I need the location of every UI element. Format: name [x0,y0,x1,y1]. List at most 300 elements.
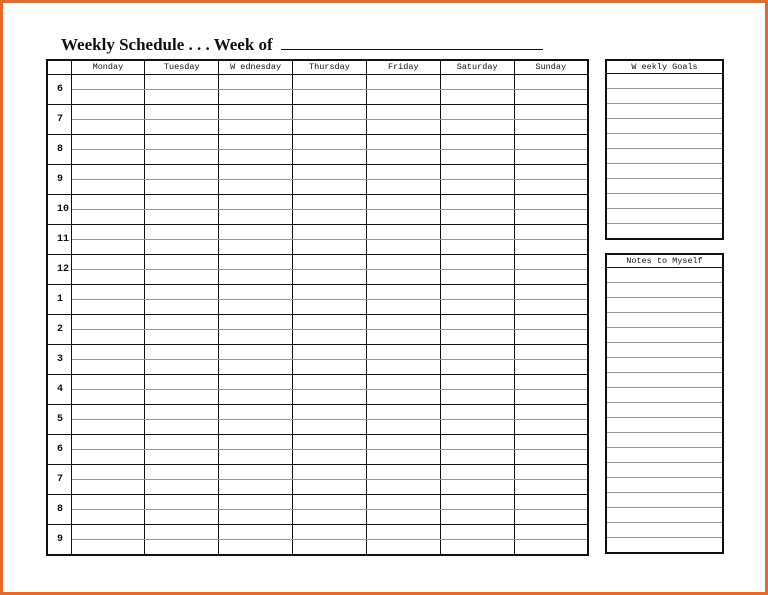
goal-line[interactable] [606,74,723,89]
schedule-slot[interactable] [145,360,219,375]
schedule-slot[interactable] [514,120,588,135]
note-line[interactable] [606,328,723,343]
schedule-slot[interactable] [293,120,367,135]
schedule-slot[interactable] [514,405,588,420]
half-hour-row [47,420,588,435]
schedule-slot[interactable] [440,240,514,255]
note-line[interactable] [606,373,723,388]
schedule-slot[interactable] [71,495,145,510]
schedule-slot[interactable] [514,540,588,556]
schedule-slot[interactable] [440,105,514,120]
schedule-slot[interactable] [145,450,219,465]
schedule-slot[interactable] [145,495,219,510]
schedule-slot[interactable] [71,480,145,495]
schedule-slot[interactable] [514,420,588,435]
schedule-slot[interactable] [514,360,588,375]
hour-row [47,495,588,510]
note-line[interactable] [606,298,723,313]
schedule-slot[interactable] [514,435,588,450]
schedule-slot[interactable] [293,315,367,330]
schedule-slot[interactable] [145,480,219,495]
schedule-slot[interactable] [145,435,219,450]
schedule-slot[interactable] [219,375,293,390]
schedule-slot[interactable] [219,75,293,90]
schedule-slot[interactable] [219,405,293,420]
schedule-slot[interactable] [440,135,514,150]
schedule-slot[interactable] [145,390,219,405]
schedule-slot[interactable] [145,225,219,240]
schedule-slot[interactable] [293,345,367,360]
schedule-slot[interactable] [366,435,440,450]
half-hour-row [47,540,588,556]
hour-label: 8 [47,495,71,525]
hour-row [47,165,588,180]
schedule-slot[interactable] [293,285,367,300]
hour-label: 12 [47,255,71,285]
schedule-slot[interactable] [219,150,293,165]
schedule-slot[interactable] [366,300,440,315]
schedule-slot[interactable] [145,510,219,525]
half-hour-row [47,480,588,495]
schedule-slot[interactable] [71,525,145,540]
goal-line[interactable] [606,89,723,104]
schedule-slot[interactable] [293,270,367,285]
schedule-slot[interactable] [440,180,514,195]
schedule-slot[interactable] [71,420,145,435]
schedule-slot[interactable] [145,420,219,435]
week-of-blank-line [281,34,543,50]
schedule-slot[interactable] [71,120,145,135]
notes-box [605,253,724,554]
title-text: Weekly Schedule . . . Week of [61,35,273,54]
schedule-slot[interactable] [514,315,588,330]
schedule-slot[interactable] [293,225,367,240]
schedule-slot[interactable] [440,405,514,420]
schedule-slot[interactable] [366,375,440,390]
note-line[interactable] [606,418,723,433]
day-header-row [47,60,588,75]
schedule-slot[interactable] [514,270,588,285]
note-line[interactable] [606,448,723,463]
schedule-slot[interactable] [293,195,367,210]
schedule-slot[interactable] [145,330,219,345]
schedule-slot[interactable] [219,420,293,435]
schedule-slot[interactable] [514,195,588,210]
schedule-slot[interactable] [366,120,440,135]
schedule-slot[interactable] [71,390,145,405]
schedule-slot[interactable] [440,315,514,330]
schedule-slot[interactable] [514,465,588,480]
schedule-slot[interactable] [514,345,588,360]
note-line[interactable] [606,268,723,283]
schedule-slot[interactable] [145,300,219,315]
note-line[interactable] [606,538,723,554]
schedule-slot[interactable] [366,450,440,465]
day-header: W ednesday [219,60,293,75]
note-line[interactable] [606,433,723,448]
goal-line[interactable] [606,164,723,179]
schedule-slot[interactable] [293,540,367,556]
hour-row [47,135,588,150]
schedule-slot[interactable] [293,135,367,150]
schedule-slot[interactable] [293,240,367,255]
schedule-slot[interactable] [145,195,219,210]
half-hour-row [47,300,588,315]
schedule-slot[interactable] [440,345,514,360]
schedule-slot[interactable] [514,375,588,390]
schedule-slot[interactable] [219,90,293,105]
schedule-slot[interactable] [71,255,145,270]
schedule-slot[interactable] [219,165,293,180]
schedule-slot[interactable] [219,360,293,375]
schedule-slot[interactable] [293,375,367,390]
schedule-slot[interactable] [219,105,293,120]
schedule-slot[interactable] [293,105,367,120]
schedule-slot[interactable] [440,285,514,300]
schedule-slot[interactable] [293,360,367,375]
note-line[interactable] [606,523,723,538]
schedule-slot[interactable] [514,300,588,315]
schedule-slot[interactable] [514,225,588,240]
schedule-slot[interactable] [440,195,514,210]
schedule-slot[interactable] [293,300,367,315]
schedule-slot[interactable] [293,330,367,345]
schedule-slot[interactable] [440,480,514,495]
schedule-slot[interactable] [71,135,145,150]
note-line[interactable] [606,493,723,508]
schedule-slot[interactable] [145,105,219,120]
schedule-slot[interactable] [219,480,293,495]
schedule-slot[interactable] [366,150,440,165]
schedule-slot[interactable] [366,405,440,420]
schedule-slot[interactable] [366,180,440,195]
schedule-slot[interactable] [71,360,145,375]
schedule-slot[interactable] [145,180,219,195]
schedule-slot[interactable] [71,165,145,180]
schedule-slot[interactable] [145,405,219,420]
schedule-slot[interactable] [366,285,440,300]
schedule-slot[interactable] [293,495,367,510]
hour-label: 10 [47,195,71,225]
schedule-slot[interactable] [366,420,440,435]
schedule-slot[interactable] [219,195,293,210]
schedule-slot[interactable] [440,450,514,465]
schedule-slot[interactable] [440,75,514,90]
schedule-slot[interactable] [440,225,514,240]
schedule-slot[interactable] [293,420,367,435]
goal-line[interactable] [606,209,723,224]
schedule-slot[interactable] [440,150,514,165]
hour-row [47,435,588,450]
schedule-slot[interactable] [293,480,367,495]
half-hour-row [47,210,588,225]
schedule-slot[interactable] [293,510,367,525]
schedule-slot[interactable] [514,180,588,195]
schedule-slot[interactable] [71,540,145,556]
schedule-slot[interactable] [293,255,367,270]
schedule-slot[interactable] [219,240,293,255]
schedule-slot[interactable] [366,465,440,480]
page-title [61,34,543,55]
schedule-slot[interactable] [145,525,219,540]
note-line[interactable] [606,403,723,418]
hour-label: 9 [47,165,71,195]
hour-row [47,465,588,480]
schedule-slot[interactable] [293,405,367,420]
schedule-slot[interactable] [145,135,219,150]
schedule-slot[interactable] [293,75,367,90]
half-hour-row [47,90,588,105]
schedule-slot[interactable] [219,315,293,330]
schedule-slot[interactable] [293,525,367,540]
schedule-slot[interactable] [440,330,514,345]
schedule-slot[interactable] [71,345,145,360]
schedule-slot[interactable] [145,465,219,480]
schedule-slot[interactable] [440,375,514,390]
schedule-slot[interactable] [440,165,514,180]
schedule-slot[interactable] [440,390,514,405]
goal-line[interactable] [606,224,723,240]
half-hour-row [47,330,588,345]
schedule-slot[interactable] [366,480,440,495]
schedule-slot[interactable] [219,180,293,195]
schedule-slot[interactable] [514,285,588,300]
schedule-slot[interactable] [293,465,367,480]
schedule-slot[interactable] [440,420,514,435]
schedule-slot[interactable] [145,120,219,135]
goal-line[interactable] [606,179,723,194]
schedule-slot[interactable] [71,315,145,330]
schedule-slot[interactable] [440,255,514,270]
half-hour-row [47,240,588,255]
schedule-slot[interactable] [71,510,145,525]
schedule-slot[interactable] [71,435,145,450]
hour-row [47,525,588,540]
schedule-slot[interactable] [145,210,219,225]
notes-title: Notes to Myself [606,254,723,268]
schedule-slot[interactable] [145,315,219,330]
schedule-slot[interactable] [366,75,440,90]
schedule-slot[interactable] [219,345,293,360]
schedule-slot[interactable] [366,540,440,556]
schedule-slot[interactable] [71,150,145,165]
schedule-slot[interactable] [440,270,514,285]
schedule-slot[interactable] [71,240,145,255]
schedule-slot[interactable] [71,270,145,285]
half-hour-row [47,150,588,165]
schedule-slot[interactable] [71,450,145,465]
schedule-slot[interactable] [71,90,145,105]
schedule-slot[interactable] [366,90,440,105]
schedule-slot[interactable] [514,525,588,540]
schedule-slot[interactable] [514,495,588,510]
schedule-slot[interactable] [293,210,367,225]
schedule-slot[interactable] [366,165,440,180]
half-hour-row [47,360,588,375]
schedule-slot[interactable] [514,330,588,345]
schedule-slot[interactable] [293,180,367,195]
note-line[interactable] [606,313,723,328]
schedule-slot[interactable] [514,390,588,405]
schedule-slot[interactable] [366,210,440,225]
goal-line[interactable] [606,149,723,164]
schedule-slot[interactable] [219,540,293,556]
schedule-slot[interactable] [514,165,588,180]
schedule-slot[interactable] [219,225,293,240]
goal-line[interactable] [606,194,723,209]
schedule-slot[interactable] [219,510,293,525]
schedule-slot[interactable] [366,525,440,540]
schedule-slot[interactable] [219,210,293,225]
hour-row [47,315,588,330]
hour-label: 7 [47,465,71,495]
note-line[interactable] [606,358,723,373]
schedule-slot[interactable] [219,465,293,480]
hour-label: 1 [47,285,71,315]
schedule-slot[interactable] [145,375,219,390]
note-line[interactable] [606,478,723,493]
day-header: Monday [71,60,145,75]
schedule-slot[interactable] [366,360,440,375]
schedule-slot[interactable] [71,330,145,345]
schedule-slot[interactable] [219,120,293,135]
schedule-slot[interactable] [440,435,514,450]
hour-label: 8 [47,135,71,165]
schedule-slot[interactable] [145,75,219,90]
schedule-slot[interactable] [514,135,588,150]
schedule-slot[interactable] [145,270,219,285]
schedule-slot[interactable] [71,195,145,210]
schedule-slot[interactable] [219,300,293,315]
schedule-slot[interactable] [71,300,145,315]
schedule-slot[interactable] [440,495,514,510]
schedule-slot[interactable] [366,195,440,210]
schedule-slot[interactable] [219,525,293,540]
schedule-slot[interactable] [71,210,145,225]
note-line[interactable] [606,283,723,298]
schedule-slot[interactable] [293,165,367,180]
day-header: Saturday [440,60,514,75]
schedule-slot[interactable] [440,525,514,540]
schedule-slot[interactable] [219,135,293,150]
schedule-slot[interactable] [366,135,440,150]
schedule-slot[interactable] [366,270,440,285]
schedule-slot[interactable] [145,165,219,180]
schedule-slot[interactable] [219,330,293,345]
schedule-slot[interactable] [440,540,514,556]
schedule-slot[interactable] [514,210,588,225]
day-header: Sunday [514,60,588,75]
schedule-slot[interactable] [514,75,588,90]
note-line[interactable] [606,508,723,523]
schedule-slot[interactable] [440,510,514,525]
schedule-slot[interactable] [366,510,440,525]
schedule-slot[interactable] [440,465,514,480]
goal-line[interactable] [606,104,723,119]
schedule-slot[interactable] [366,315,440,330]
schedule-slot[interactable] [514,450,588,465]
schedule-slot[interactable] [145,285,219,300]
schedule-slot[interactable] [145,240,219,255]
schedule-slot[interactable] [219,450,293,465]
schedule-slot[interactable] [514,105,588,120]
schedule-slot[interactable] [145,90,219,105]
schedule-slot[interactable] [219,495,293,510]
schedule-slot[interactable] [145,540,219,556]
goal-line[interactable] [606,119,723,134]
schedule-slot[interactable] [145,150,219,165]
schedule-slot[interactable] [293,390,367,405]
schedule-slot[interactable] [366,390,440,405]
schedule-slot[interactable] [366,345,440,360]
hour-row [47,375,588,390]
schedule-slot[interactable] [219,435,293,450]
schedule-slot[interactable] [219,285,293,300]
weekly-goals-title: W eekly Goals [606,60,723,74]
hour-row [47,255,588,270]
schedule-slot[interactable] [293,435,367,450]
schedule-slot[interactable] [145,255,219,270]
half-hour-row [47,270,588,285]
schedule-slot[interactable] [71,225,145,240]
hour-row [47,405,588,420]
schedule-slot[interactable] [514,90,588,105]
schedule-slot[interactable] [293,450,367,465]
schedule-slot[interactable] [440,120,514,135]
schedule-slot[interactable] [71,405,145,420]
note-line[interactable] [606,388,723,403]
day-header: Thursday [293,60,367,75]
schedule-slot[interactable] [366,240,440,255]
goal-line[interactable] [606,134,723,149]
schedule-slot[interactable] [514,480,588,495]
schedule-slot[interactable] [219,255,293,270]
note-line[interactable] [606,343,723,358]
hour-row [47,285,588,300]
schedule-slot[interactable] [514,150,588,165]
schedule-slot[interactable] [71,375,145,390]
schedule-slot[interactable] [366,255,440,270]
schedule-slot[interactable] [219,390,293,405]
schedule-slot[interactable] [366,495,440,510]
schedule-slot[interactable] [440,360,514,375]
schedule-slot[interactable] [71,285,145,300]
schedule-slot[interactable] [514,240,588,255]
hour-label: 2 [47,315,71,345]
schedule-slot[interactable] [366,105,440,120]
schedule-slot[interactable] [145,345,219,360]
note-line[interactable] [606,463,723,478]
hour-row [47,345,588,360]
schedule-slot[interactable] [71,75,145,90]
schedule-slot[interactable] [71,105,145,120]
schedule-slot[interactable] [71,180,145,195]
schedule-slot[interactable] [366,330,440,345]
hour-row [47,195,588,210]
schedule-slot[interactable] [514,510,588,525]
schedule-slot[interactable] [71,465,145,480]
schedule-slot[interactable] [440,90,514,105]
half-hour-row [47,510,588,525]
schedule-slot[interactable] [366,225,440,240]
schedule-slot[interactable] [440,210,514,225]
schedule-slot[interactable] [293,150,367,165]
schedule-slot[interactable] [293,90,367,105]
schedule-slot[interactable] [514,255,588,270]
schedule-slot[interactable] [440,300,514,315]
hour-label: 6 [47,75,71,105]
schedule-slot[interactable] [219,270,293,285]
